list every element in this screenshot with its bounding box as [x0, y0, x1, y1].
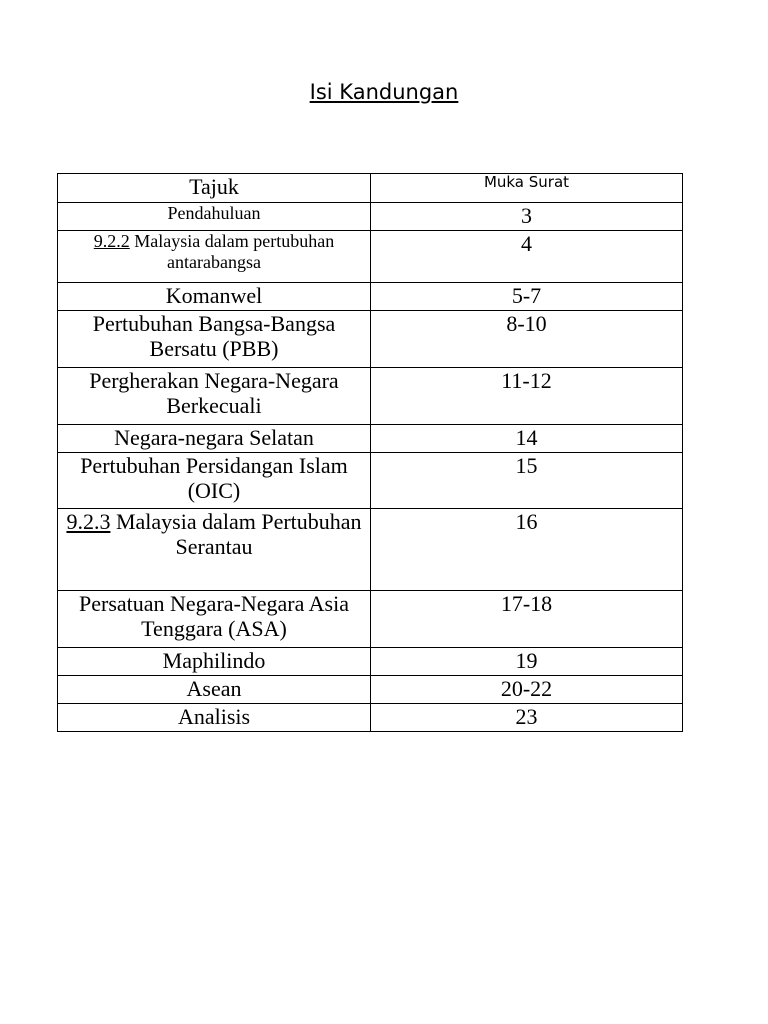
page-title: Isi Kandungan: [309, 80, 459, 104]
table-row: [58, 453, 683, 509]
header-topic: Tajuk: [58, 174, 371, 203]
section-number: 9.2.2: [93, 231, 130, 251]
row-page: 14: [371, 425, 683, 453]
row-topic: [58, 509, 371, 591]
row-page: 3: [371, 203, 683, 231]
row-topic: Pertubuhan Persidangan Islam (OIC): [58, 453, 371, 509]
table-row: [58, 231, 683, 283]
row-page: 8-10: [371, 311, 683, 368]
row-page: 15: [371, 453, 683, 509]
contents-table: [57, 173, 683, 732]
row-topic: Komanwel: [58, 283, 371, 311]
row-page: 4: [371, 231, 683, 283]
row-page: 11-12: [371, 368, 683, 425]
row-page: 17-18: [371, 591, 683, 648]
section-number: 9.2.3: [66, 509, 111, 534]
table-row: [58, 648, 683, 676]
table-row: [58, 704, 683, 732]
row-topic: Persatuan Negara-Negara Asia Tenggara (ASA): [58, 591, 371, 648]
row-page: 19: [371, 648, 683, 676]
header-page: Muka Surat: [371, 174, 683, 203]
table-row: [58, 283, 683, 311]
table-row: [58, 203, 683, 231]
row-page: 20-22: [371, 676, 683, 704]
row-topic: Pendahuluan: [58, 203, 371, 231]
row-topic: Negara-negara Selatan: [58, 425, 371, 453]
row-topic: Pergherakan Negara-Negara Berkecuali: [58, 368, 371, 425]
row-topic-text: Malaysia dalam pertubuhan antarabangsa: [129, 231, 335, 272]
row-topic-text: Malaysia dalam Pertubuhan Serantau: [110, 509, 362, 560]
table-row: [58, 509, 683, 591]
table-row: [58, 425, 683, 453]
row-page: 16: [371, 509, 683, 591]
row-topic: Maphilindo: [58, 648, 371, 676]
row-page: 5-7: [371, 283, 683, 311]
table-header-row: [58, 174, 683, 203]
row-topic: Pertubuhan Bangsa-Bangsa Bersatu (PBB): [58, 311, 371, 368]
table-row: [58, 311, 683, 368]
row-page: 23: [371, 704, 683, 732]
row-topic: Asean: [58, 676, 371, 704]
table-row: [58, 591, 683, 648]
table-row: [58, 368, 683, 425]
row-topic: Analisis: [58, 704, 371, 732]
row-topic: [58, 231, 371, 283]
table-row: [58, 676, 683, 704]
